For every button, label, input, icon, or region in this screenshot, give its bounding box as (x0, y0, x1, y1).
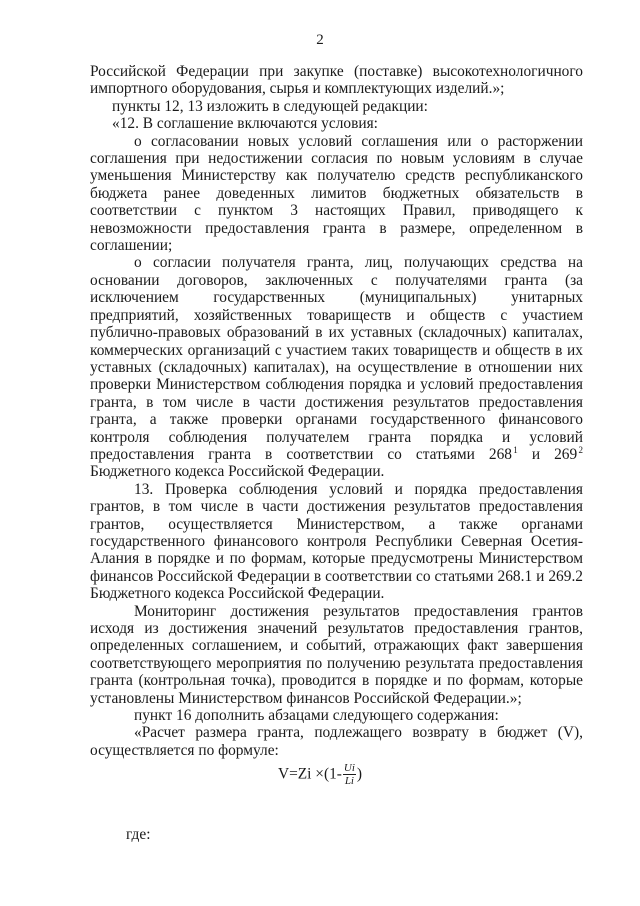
document-body (90, 63, 583, 759)
formula-denominator: Li (344, 775, 354, 787)
formula-right: ) (356, 765, 363, 783)
paragraph-continuation: Российской Федерации при закупке (поставке) высокотехнологичного импортного оборудования, сырья и комплектующих изделий.»; (90, 63, 583, 98)
paragraph-monitoring: Мониторинг достижения результатов предоставления грантов исходя из достижения значений результатов предоставления грантов, определенных соглашением, и событий, отражающих факт завершения соответствующего мероприятия по получению результата предоставления гранта (контрольная точка), проводится в порядке и по формам, которые установлены Министерством финансов Российской Федерации.»; (90, 602, 583, 707)
formula (0, 762, 640, 787)
formula-fraction (343, 762, 356, 787)
paragraph-condition-consent (90, 254, 583, 480)
paragraph-item-13: 13. Проверка соблюдения условий и порядка предоставления грантов, в том числе в части достижения результатов предоставления грантов, осуществляется Министерством, а также органами государственного финансового контроля Республики Северная Осетия-Алания в порядке и по формам, которые предусмотрены Министерством финансов Российской Федерации в соответствии со статьями 268.1 и 269.2 Бюджетного кодекса Российской Федерации. (90, 480, 583, 603)
paragraph-amend-items: пункты 12, 13 изложить в следующей редакции: (112, 97, 428, 115)
superscript-1: 1 (513, 444, 518, 455)
paragraph-item-12: «12. В соглашение включаются условия: (112, 115, 378, 133)
consent-tail: Бюджетного кодекса Российской Федерации. (90, 463, 385, 481)
paragraph-amend-item-16: пункт 16 дополнить абзацами следующего содержания: (134, 707, 499, 725)
paragraph-calculation: «Расчет размера гранта, подлежащего возврату в бюджет (V), осуществляется по формуле: (90, 724, 583, 759)
consent-mid: и 269 (517, 445, 578, 463)
page-number: 2 (316, 32, 324, 48)
superscript-2: 2 (578, 444, 583, 455)
where-label: где: (126, 826, 151, 843)
consent-text: о согласии получателя гранта, лиц, получающих средства на основании договоров, заключенных с получателями гранта (за исключением государственных (муниципальных) унитарных предприятий, хозяйственных товариществ и обществ с участием публично-правовых образований в их уставных (складочных) капиталах, коммерческих организаций с участием таких товариществ и обществ в их уставных (складочных) капиталах), на осуществление в отношении них проверки Министерством соблюдения порядка и условий предоставления гранта, в том числе в части достижения результатов предоставления гранта, а также проверки органами государственного финансового контроля соблюдения получателем гранта порядка и условий предоставления гранта в соответствии со статьями 268 (90, 254, 583, 463)
paragraph-condition-agreement: о согласовании новых условий соглашения или о расторжении соглашения при недостижении согласия по новым условиям в случае уменьшения Министерству как получателю средств республиканского бюджета ранее доведенных лимитов бюджетных обязательств в соответствии с пунктом 3 настоящих Правил, приводящего к невозможности предоставления гранта в размере, определенном в соглашении; (90, 132, 583, 255)
formula-left: V=Zi ×(1- (277, 765, 342, 783)
formula-numerator: Ui (343, 762, 355, 774)
